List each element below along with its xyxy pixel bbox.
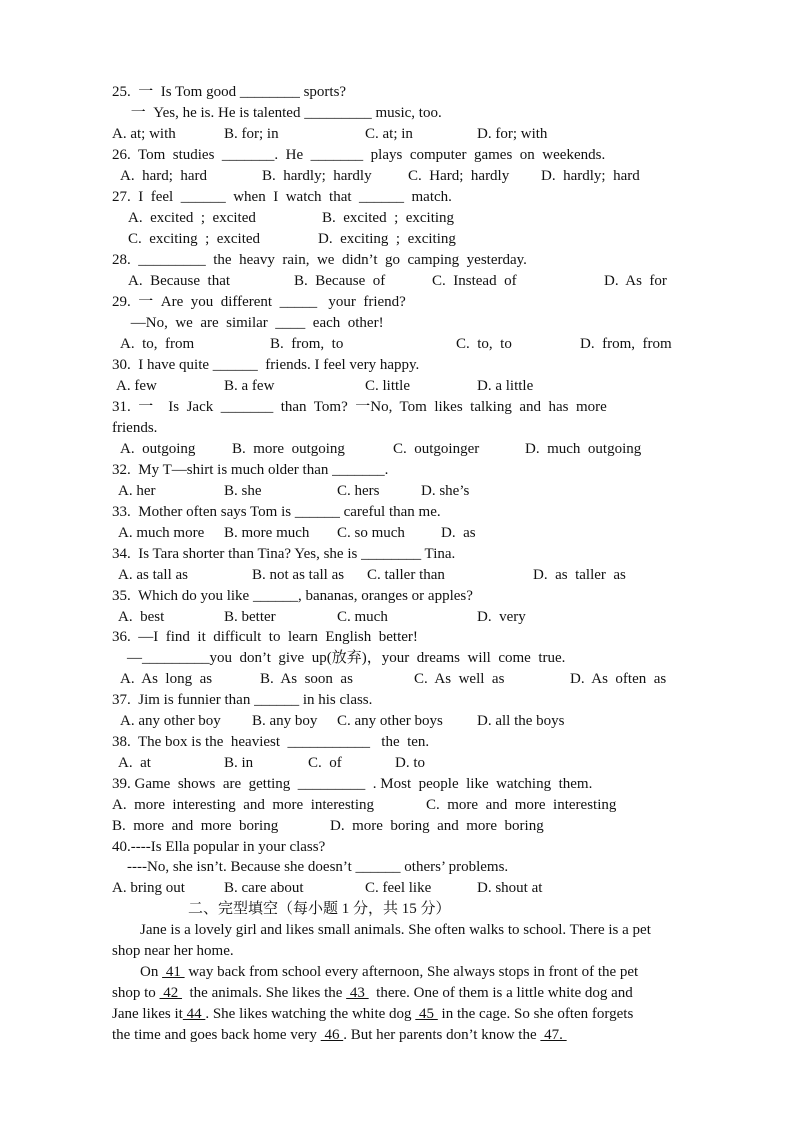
question-27-option-d: D. exciting ; exciting xyxy=(318,231,456,247)
question-29-option-b: B. from, to xyxy=(270,336,344,352)
question-37-option-a: A. any other boy xyxy=(120,713,221,729)
question-38-option-d: D. to xyxy=(395,755,425,771)
question-29-line-1: 29. 一 Are you different _____ your friend? xyxy=(112,294,406,310)
question-33-option-d: D. as xyxy=(441,525,476,541)
question-34-line-1: 34. Is Tara shorter than Tina? Yes, she is ________ Tina. xyxy=(112,546,456,562)
question-28-option-d: D. As for xyxy=(604,273,667,289)
question-39-option-a: A. more interesting and more interesting xyxy=(112,797,375,813)
question-29-line-2: —No, we are similar ____ each other! xyxy=(112,315,384,331)
question-33-option-c: C. so much xyxy=(337,525,405,541)
passage-text: shop to xyxy=(112,985,160,1001)
question-30-option-d: D. a little xyxy=(477,378,534,394)
question-40-option-d: D. shout at xyxy=(477,880,543,896)
question-30-option-b: B. a few xyxy=(224,378,275,394)
passage-paragraph-2-line-2 xyxy=(112,983,633,1003)
question-29-option-a: A. to, from xyxy=(120,336,195,352)
question-26-option-a: A. hard; hard xyxy=(120,168,208,184)
question-34-option-c: C. taller than xyxy=(367,567,445,583)
question-35-line-1: 35. Which do you like ______, bananas, oranges or apples? xyxy=(112,588,473,604)
question-28-line-1: 28. _________ the heavy rain, we didn’t go camping yesterday. xyxy=(112,252,527,268)
question-33-line-1: 33. Mother often says Tom is ______ careful than me. xyxy=(112,504,441,520)
question-29-option-d: D. from, from xyxy=(580,336,672,352)
question-40-option-b: B. care about xyxy=(224,880,304,896)
question-40-line-2: ----No, she isn’t. Because she doesn’t ______ others’ problems. xyxy=(112,859,509,875)
passage-text: . But her parents don’t know the xyxy=(343,1027,541,1043)
blank-43: 43 xyxy=(346,985,369,1001)
question-36-option-a: A. As long as xyxy=(120,671,213,687)
question-38-option-b: B. in xyxy=(224,755,254,771)
question-38-line-1: 38. The box is the heaviest ___________ the ten. xyxy=(112,734,430,750)
question-25-option-a: A. at; with xyxy=(112,126,176,142)
question-37-option-d: D. all the boys xyxy=(477,713,565,729)
question-34-option-b: B. not as tall as xyxy=(252,567,345,583)
question-36-line-1: 36. —I find it difficult to learn English better! xyxy=(112,629,418,645)
question-35-option-c: C. much xyxy=(337,609,388,625)
blank-42: 42 xyxy=(159,985,183,1001)
passage-text: the time and goes back home very xyxy=(112,1027,321,1043)
question-36-option-b: B. As soon as xyxy=(260,671,353,687)
question-31-option-d: D. much outgoing xyxy=(525,441,642,457)
passage-text: way back from school every afternoon, She always stops in front of the pet xyxy=(184,964,639,980)
blank-47: 47. xyxy=(540,1027,567,1043)
blank-44: 44 xyxy=(182,1006,206,1022)
passage-paragraph-2-line-4 xyxy=(112,1025,567,1045)
question-39-option-b: B. more and more boring xyxy=(112,818,279,834)
question-37-option-c: C. any other boys xyxy=(337,713,443,729)
question-25-line-2: 一 Yes, he is. He is talented _________ music, too. xyxy=(112,105,442,121)
question-25-line-1: 25. 一 Is Tom good ________ sports? xyxy=(112,84,347,100)
question-37-line-1: 37. Jim is funnier than ______ in his class. xyxy=(112,692,373,708)
question-38-option-c: C. of xyxy=(308,755,342,771)
question-33-option-b: B. more much xyxy=(224,525,310,541)
question-27-option-b: B. excited ; exciting xyxy=(322,210,455,226)
passage-paragraph-1-line-2: shop near her home. xyxy=(112,943,234,959)
passage-paragraph-2-line-1 xyxy=(140,962,638,982)
question-30-option-c: C. little xyxy=(365,378,410,394)
question-27-line-1: 27. I feel ______ when I watch that ______ match. xyxy=(112,189,452,205)
question-33-option-a: A. much more xyxy=(118,525,205,541)
passage-text: On xyxy=(140,964,163,980)
section-title: 二、完型填空（每小题 1 分，共 15 分） xyxy=(188,901,451,917)
question-27-option-c: C. exciting ; excited xyxy=(128,231,261,247)
question-39-option-d: D. more boring and more boring xyxy=(330,818,544,834)
question-32-line-1: 32. My T—shirt is much older than _______. xyxy=(112,462,389,478)
passage-text: the animals. She likes the xyxy=(182,985,347,1001)
question-25-option-c: C. at; in xyxy=(365,126,413,142)
question-31-line-2: friends. xyxy=(112,420,158,436)
question-40-option-c: C. feel like xyxy=(365,880,432,896)
question-26-option-c: C. Hard; hardly xyxy=(408,168,510,184)
question-39-option-c: C. more and more interesting xyxy=(426,797,617,813)
question-40-line-1: 40.----Is Ella popular in your class? xyxy=(112,839,326,855)
question-26-line-1: 26. Tom studies _______. He _______ plays computer games on weekends. xyxy=(112,147,606,163)
question-37-option-b: B. any boy xyxy=(252,713,318,729)
question-30-line-1: 30. I have quite ______ friends. I feel very happy. xyxy=(112,357,420,373)
question-39-line-1: 39. Game shows are getting _________ . Most people like watching them. xyxy=(112,776,593,792)
question-34-option-a: A. as tall as xyxy=(118,567,188,583)
question-36-option-d: D. As often as xyxy=(570,671,667,687)
question-38-option-a: A. at xyxy=(118,755,151,771)
passage-paragraph-2-line-3 xyxy=(112,1004,633,1024)
passage-text: in the cage. So she often forgets xyxy=(437,1006,634,1022)
passage-paragraph-1-line-1: Jane is a lovely girl and likes small animals. She often walks to school. There is a pet xyxy=(140,922,651,938)
question-31-option-b: B. more outgoing xyxy=(232,441,345,457)
question-32-option-d: D. she’s xyxy=(421,483,470,499)
blank-45: 45 xyxy=(415,1006,438,1022)
question-32-option-b: B. she xyxy=(224,483,262,499)
question-26-option-b: B. hardly; hardly xyxy=(262,168,372,184)
question-28-option-b: B. Because of xyxy=(294,273,386,289)
question-34-option-d: D. as taller as xyxy=(533,567,626,583)
question-26-option-d: D. hardly; hard xyxy=(541,168,640,184)
question-35-option-b: B. better xyxy=(224,609,276,625)
question-25-option-d: D. for; with xyxy=(477,126,548,142)
blank-41: 41 xyxy=(162,964,185,980)
question-31-option-c: C. outgoinger xyxy=(393,441,480,457)
question-28-option-c: C. Instead of xyxy=(432,273,517,289)
question-31-line-1: 31. 一 Is Jack _______ than Tom? 一No, Tom likes talking and has more xyxy=(112,399,607,415)
question-36-line-2: —_________you don’t give up(放弃)，your dreams will come true. xyxy=(112,650,566,666)
question-35-option-a: A. best xyxy=(118,609,165,625)
passage-text: there. One of them is a little white dog and xyxy=(368,985,633,1001)
question-27-option-a: A. excited ; excited xyxy=(128,210,256,226)
question-32-option-a: A. her xyxy=(118,483,156,499)
question-28-option-a: A. Because that xyxy=(128,273,231,289)
question-32-option-c: C. hers xyxy=(337,483,380,499)
question-36-option-c: C. As well as xyxy=(414,671,505,687)
question-29-option-c: C. to, to xyxy=(456,336,512,352)
passage-text: . She likes watching the white dog xyxy=(205,1006,416,1022)
question-31-option-a: A. outgoing xyxy=(120,441,196,457)
passage-text: Jane likes it xyxy=(112,1006,183,1022)
question-30-option-a: A. few xyxy=(116,378,157,394)
question-40-option-a: A. bring out xyxy=(112,880,185,896)
question-25-option-b: B. for; in xyxy=(224,126,279,142)
blank-46: 46 xyxy=(320,1027,344,1043)
question-35-option-d: D. very xyxy=(477,609,526,625)
